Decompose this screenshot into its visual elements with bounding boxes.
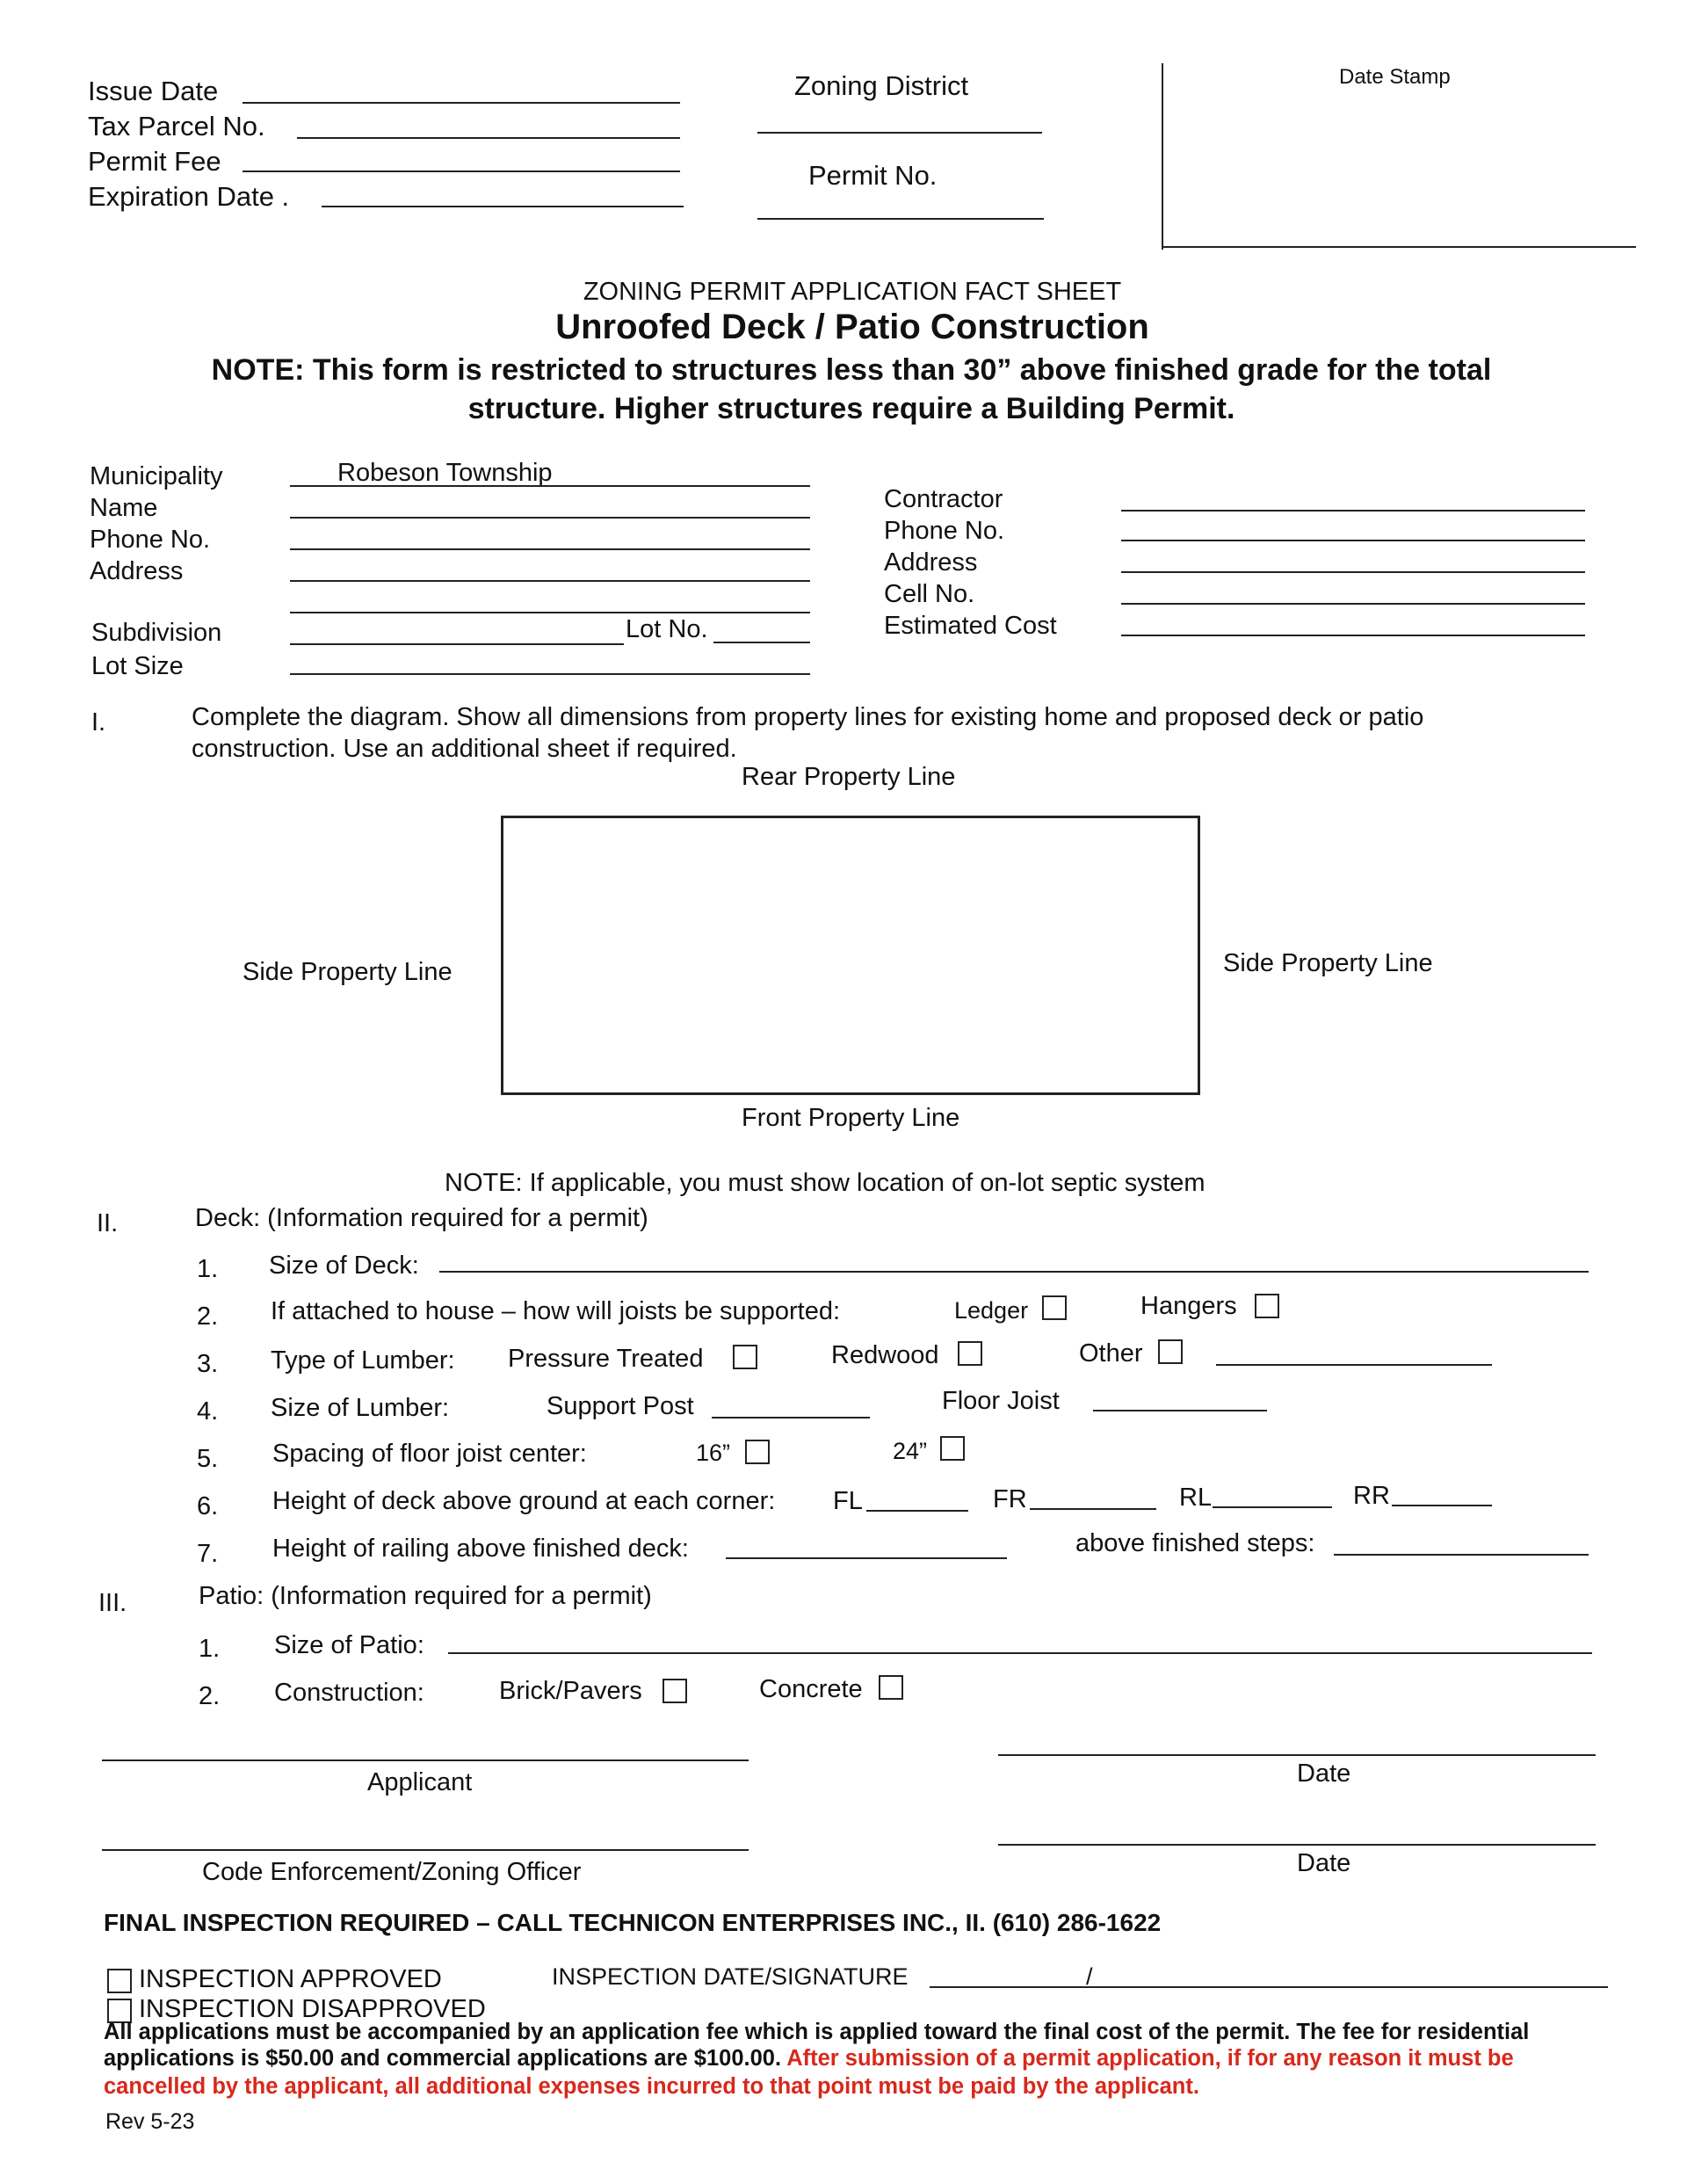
inspection-disapproved-label: INSPECTION DISAPPROVED xyxy=(139,1995,486,2023)
lot-no-label: Lot No. xyxy=(626,615,708,643)
lot-size-line[interactable] xyxy=(290,673,810,675)
corner-fl-line[interactable] xyxy=(866,1510,968,1512)
date-stamp-label: Date Stamp xyxy=(1339,65,1451,89)
spacing-16-checkbox[interactable] xyxy=(745,1440,770,1464)
officer-date-label: Date xyxy=(1297,1849,1351,1877)
joist-support-label: If attached to house – how will joists be supported: xyxy=(271,1297,841,1325)
railing-height-label: Height of railing above finished deck: xyxy=(272,1535,689,1563)
rear-property-line-label: Rear Property Line xyxy=(742,763,956,791)
form-title: Unroofed Deck / Patio Construction xyxy=(555,308,1149,346)
name-label: Name xyxy=(90,494,158,522)
contractor-phone-line[interactable] xyxy=(1121,540,1585,541)
steps-label: above finished steps: xyxy=(1075,1529,1315,1557)
corner-rr-line[interactable] xyxy=(1392,1505,1492,1506)
contractor-label: Contractor xyxy=(884,485,1003,513)
size-of-deck-label: Size of Deck: xyxy=(269,1252,419,1280)
owner-address-label: Address xyxy=(90,557,184,585)
hangers-checkbox[interactable] xyxy=(1255,1294,1279,1318)
section-3-heading: Patio: (Information required for a permit) xyxy=(199,1582,652,1610)
railing-height-line[interactable] xyxy=(726,1557,1007,1559)
estimated-cost-label: Estimated Cost xyxy=(884,612,1057,640)
municipality-value: Robeson Township xyxy=(337,459,553,487)
fee-amounts: applications is $50.00 and commercial applications are $100.00. xyxy=(104,2046,782,2071)
owner-phone-line[interactable] xyxy=(290,548,810,550)
corner-rl-line[interactable] xyxy=(1213,1506,1332,1508)
deck-item-4-num: 4. xyxy=(197,1397,219,1426)
floor-joist-label: Floor Joist xyxy=(942,1387,1060,1415)
applicant-signature-line[interactable] xyxy=(102,1760,749,1761)
owner-phone-label: Phone No. xyxy=(90,526,211,554)
subdivision-label: Subdivision xyxy=(91,619,222,647)
contractor-phone-label: Phone No. xyxy=(884,517,1005,545)
revision-label: Rev 5-23 xyxy=(105,2109,195,2134)
size-of-deck-line[interactable] xyxy=(439,1271,1589,1273)
section-1-text-line1: Complete the diagram. Show all dimensions from property lines for existing home and proposed deck or patio xyxy=(192,703,1424,731)
applicant-date-line[interactable] xyxy=(998,1754,1596,1756)
section-1-numeral: I. xyxy=(91,708,106,736)
inspection-slash: / xyxy=(1086,1963,1093,1990)
cancellation-notice-start: After submission of a permit application, if for any reason it must be xyxy=(786,2046,1514,2071)
deck-item-1-num: 1. xyxy=(197,1255,219,1283)
final-inspection-notice: FINAL INSPECTION REQUIRED – CALL TECHNICON ENTERPRISES INC., II. (610) 286-1622 xyxy=(104,1909,1162,1936)
corner-fr-label: FR xyxy=(993,1485,1027,1513)
lot-size-label: Lot Size xyxy=(91,652,184,680)
corner-rr-label: RR xyxy=(1353,1482,1390,1510)
redwood-checkbox[interactable] xyxy=(958,1341,982,1366)
section-1-text-line2: construction. Use an additional sheet if required. xyxy=(192,735,737,763)
cell-no-label: Cell No. xyxy=(884,580,975,608)
inspection-date-signature-line[interactable] xyxy=(930,1986,1608,1988)
permit-no-label: Permit No. xyxy=(808,160,938,191)
form-note-line2: structure. Higher structures require a Building Permit. xyxy=(467,392,1235,425)
section-2-numeral: II. xyxy=(97,1209,119,1237)
officer-signature-line[interactable] xyxy=(102,1849,749,1851)
steps-line[interactable] xyxy=(1334,1554,1589,1556)
property-diagram-box[interactable] xyxy=(501,816,1200,1095)
pressure-treated-label: Pressure Treated xyxy=(508,1345,704,1373)
side-property-line-right-label: Side Property Line xyxy=(1223,949,1433,977)
subdivision-line[interactable] xyxy=(290,643,624,645)
corner-fl-label: FL xyxy=(833,1487,863,1515)
fee-notice-line1: All applications must be accompanied by an application fee which is applied toward the final cost of the permit. The fee for residential xyxy=(104,2020,1530,2044)
applicant-label: Applicant xyxy=(367,1768,473,1796)
corner-fr-line[interactable] xyxy=(1030,1508,1156,1510)
spacing-24-checkbox[interactable] xyxy=(940,1436,965,1461)
brick-pavers-checkbox[interactable] xyxy=(662,1679,687,1703)
pressure-treated-checkbox[interactable] xyxy=(733,1345,757,1369)
deck-item-2-num: 2. xyxy=(197,1302,219,1331)
officer-date-line[interactable] xyxy=(998,1844,1596,1846)
owner-address-line1[interactable] xyxy=(290,580,810,582)
construction-label: Construction: xyxy=(274,1679,424,1707)
form-note-line1: NOTE: This form is restricted to structures less than 30” above finished grade for the total xyxy=(211,353,1492,387)
other-lumber-line[interactable] xyxy=(1216,1364,1492,1366)
expiration-date-line[interactable] xyxy=(322,206,684,207)
spacing-24-label: 24” xyxy=(893,1438,928,1464)
contractor-line[interactable] xyxy=(1121,510,1585,512)
ledger-label: Ledger xyxy=(954,1297,1029,1324)
contractor-address-line[interactable] xyxy=(1121,571,1585,573)
municipality-label: Municipality xyxy=(90,462,223,490)
expiration-date-label: Expiration Date . xyxy=(88,181,290,212)
applicant-date-label: Date xyxy=(1297,1760,1351,1788)
ledger-checkbox[interactable] xyxy=(1042,1295,1067,1320)
inspection-approved-label: INSPECTION APPROVED xyxy=(139,1965,442,1993)
tax-parcel-label: Tax Parcel No. xyxy=(88,111,265,141)
date-stamp-border-left xyxy=(1162,63,1163,250)
side-property-line-left-label: Side Property Line xyxy=(243,958,453,986)
lot-no-line[interactable] xyxy=(713,642,810,643)
deck-item-6-num: 6. xyxy=(197,1492,219,1520)
name-line[interactable] xyxy=(290,517,810,519)
size-of-patio-line[interactable] xyxy=(448,1652,1592,1654)
floor-joist-line[interactable] xyxy=(1093,1410,1267,1411)
zoning-district-label: Zoning District xyxy=(794,70,969,101)
joist-spacing-label: Spacing of floor joist center: xyxy=(272,1440,587,1468)
date-stamp-border-bottom xyxy=(1162,246,1636,248)
deck-item-7-num: 7. xyxy=(197,1540,219,1568)
patio-item-1-num: 1. xyxy=(199,1635,221,1663)
cell-no-line[interactable] xyxy=(1121,603,1585,605)
spacing-16-label: 16” xyxy=(696,1440,731,1466)
concrete-label: Concrete xyxy=(759,1675,863,1703)
hangers-label: Hangers xyxy=(1140,1292,1237,1320)
owner-address-line2[interactable] xyxy=(290,612,810,613)
size-of-lumber-label: Size of Lumber: xyxy=(271,1394,450,1422)
section-3-numeral: III. xyxy=(98,1589,127,1617)
corner-rl-label: RL xyxy=(1179,1484,1213,1512)
inspection-date-signature-label: INSPECTION DATE/SIGNATURE xyxy=(552,1963,909,1990)
issue-date-label: Issue Date xyxy=(88,76,219,106)
front-property-line-label: Front Property Line xyxy=(742,1104,960,1132)
type-of-lumber-label: Type of Lumber: xyxy=(271,1346,455,1375)
municipality-line xyxy=(290,485,810,487)
support-post-line[interactable] xyxy=(712,1417,870,1419)
permit-fee-line[interactable] xyxy=(243,171,680,172)
cancellation-notice-end: cancelled by the applicant, all additional expenses incurred to that point must be paid by the applicant. xyxy=(104,2074,1199,2099)
estimated-cost-line[interactable] xyxy=(1121,635,1585,636)
size-of-patio-label: Size of Patio: xyxy=(274,1631,424,1659)
brick-pavers-label: Brick/Pavers xyxy=(499,1677,642,1705)
inspection-approved-checkbox[interactable] xyxy=(107,1969,132,1993)
concrete-checkbox[interactable] xyxy=(879,1675,903,1700)
permit-no-line[interactable] xyxy=(757,218,1044,220)
deck-item-3-num: 3. xyxy=(197,1350,219,1378)
redwood-label: Redwood xyxy=(831,1341,939,1369)
support-post-label: Support Post xyxy=(547,1392,694,1420)
other-lumber-checkbox[interactable] xyxy=(1158,1339,1183,1364)
issue-date-line[interactable] xyxy=(243,102,680,104)
deck-item-5-num: 5. xyxy=(197,1445,219,1473)
other-lumber-label: Other xyxy=(1079,1339,1143,1368)
septic-note: NOTE: If applicable, you must show location of on-lot septic system xyxy=(445,1169,1206,1197)
patio-item-2-num: 2. xyxy=(199,1682,221,1710)
form-kicker: ZONING PERMIT APPLICATION FACT SHEET xyxy=(583,278,1122,306)
contractor-address-label: Address xyxy=(884,548,978,577)
section-2-heading: Deck: (Information required for a permit) xyxy=(195,1204,648,1232)
permit-fee-label: Permit Fee xyxy=(88,146,221,177)
fee-notice-line2 xyxy=(104,2046,1514,2072)
deck-height-label: Height of deck above ground at each corner: xyxy=(272,1487,776,1515)
tax-parcel-line[interactable] xyxy=(297,137,680,139)
officer-label: Code Enforcement/Zoning Officer xyxy=(202,1858,582,1886)
zoning-district-line[interactable] xyxy=(757,132,1042,134)
